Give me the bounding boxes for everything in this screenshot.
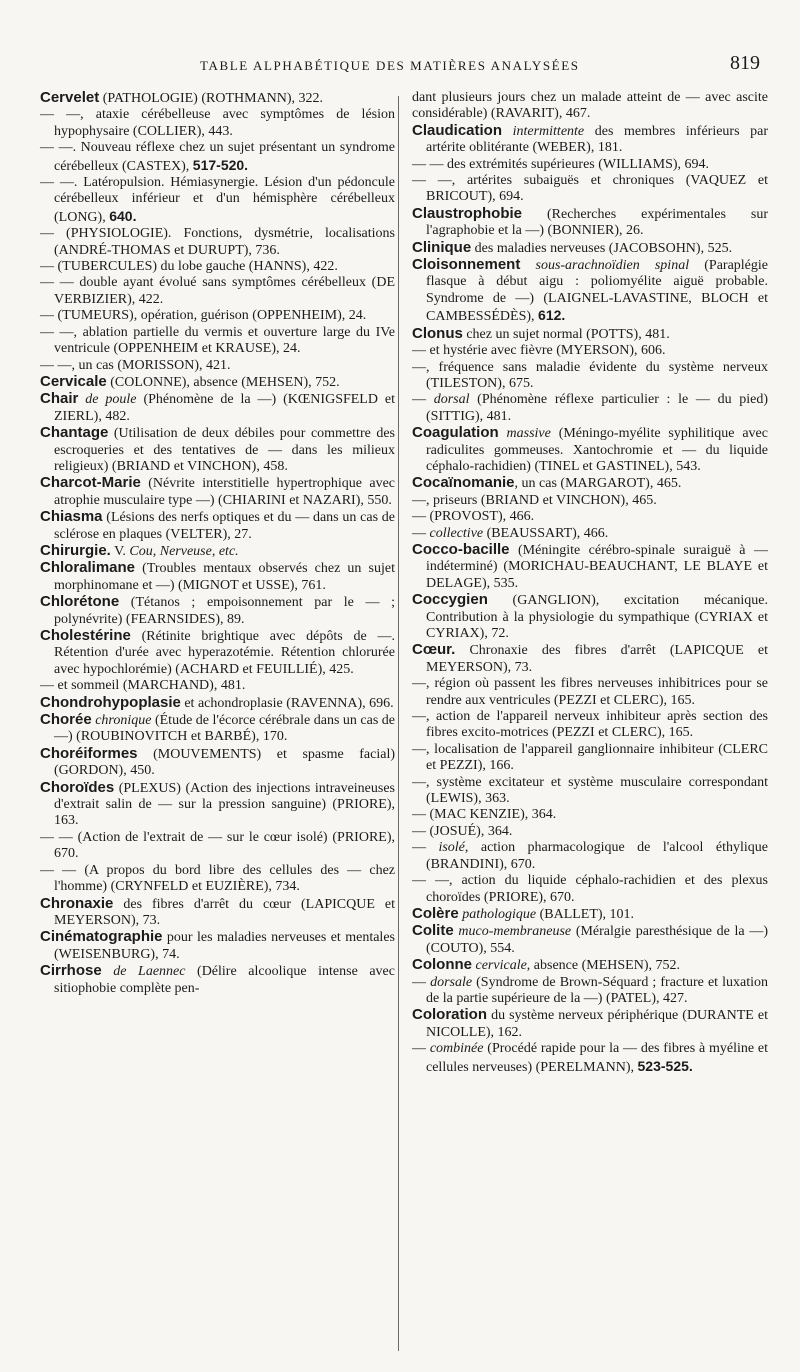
entry-headword: Chlorétone <box>40 593 120 611</box>
entry-italic: isolé <box>438 840 465 856</box>
entry-headword: Cocaïnomanie <box>412 474 515 492</box>
index-entry <box>412 157 768 173</box>
entry-text: — (TUBERCULES) du lobe gauche (HANNS), 422. <box>40 259 338 275</box>
entry-text: —, action de l'appareil nerveux inhibiteur après section des fibres excito-motrices (PEZZI et CLERC), 165. <box>412 709 768 741</box>
entry-text: V. <box>110 543 130 559</box>
entry-text: — —, ablation partielle du vermis et ouverture large du IVe ventricule (OPPENHEIM et KRAUSE), 24. <box>40 324 395 357</box>
entry-text: (Phénomène de la —) (KŒNIGSFELD et ZIERL), 482. <box>54 392 395 424</box>
entry-text: (Étude de l'écorce cérébrale dans un cas de —) (ROUBINOVITCH et BARBÉ), 170. <box>54 713 396 745</box>
entry-headword: Choroïdes <box>40 778 115 796</box>
entry-headword: Choréiformes <box>40 744 138 762</box>
index-entry <box>40 107 395 140</box>
entry-italic: massive <box>498 426 551 442</box>
index-entry <box>40 308 395 324</box>
entry-text: (BALLET), 101. <box>536 906 635 922</box>
entry-text: (Méralgie paresthésique de la —) (COUTO), 554. <box>426 924 768 956</box>
entry-headword: Claudication <box>412 121 503 139</box>
entry-text: (MOUVEMENTS) et spasme facial) (GORDON), 450. <box>54 746 395 779</box>
entry-italic: pathologique <box>458 906 537 922</box>
entry-text: —, fréquence sans maladie évidente du système nerveux (TILESTON), 675. <box>412 359 768 391</box>
index-entry <box>412 206 768 240</box>
entry-text: , un cas (MARGAROT), 465. <box>514 476 682 492</box>
entry-headword: Cloisonnement <box>412 256 521 274</box>
index-entry <box>412 493 768 509</box>
index-entry <box>412 957 768 974</box>
entry-text: (COLONNE), absence (MEHSEN), 752. <box>106 374 340 390</box>
entry-headword: Charcot-Marie <box>40 474 141 492</box>
index-entry <box>40 358 395 374</box>
index-entry <box>412 824 768 840</box>
entry-text: pour les maladies nerveuses et mentales (WEISENBURG), 74. <box>54 930 395 962</box>
index-entry <box>412 360 768 393</box>
entry-headword: Cirrhose <box>40 962 102 980</box>
entry-text: (Méningite cérébro-spinale suraiguë à — indéterminé) (MORICHAU-BEAUCHANT, LE BLAYE et DELAGE), 535. <box>426 542 768 591</box>
entry-italic: dorsale <box>430 974 473 990</box>
index-entry <box>40 543 395 560</box>
entry-headword: Chiasma <box>40 508 103 526</box>
entry-text: — <box>412 525 430 541</box>
index-entry <box>40 140 395 175</box>
index-entry <box>412 392 768 425</box>
entry-headword: Chantage <box>40 424 109 442</box>
entry-headword: Clonus <box>412 324 463 342</box>
entry-headword: Chondrohypoplasie <box>40 693 181 711</box>
entry-text: —, priseurs (BRIAND et VINCHON), 465. <box>412 492 657 508</box>
entry-page-bold: 640. <box>109 207 137 224</box>
index-entry <box>412 923 768 957</box>
entry-text: (Recherches expérimentales sur l'agraphobie et la —) (BONNIER), 26. <box>426 206 768 239</box>
entry-text: (Phénomène réflexe particulier : le — du pied) (SITTIG), 481. <box>426 392 769 424</box>
entry-text: (Tétanos ; empoisonnement par le — ; polynévrite) (FEARNSIDES), 89. <box>54 595 395 627</box>
entry-text: (Lésions des nerfs optiques et du — dans un cas de sclérose en plaques (VELTER), 27. <box>54 510 395 542</box>
entry-text: — —, un cas (MORISSON), 421. <box>40 357 231 373</box>
index-entry <box>40 374 395 391</box>
entry-text: Chronaxie des fibres d'arrêt (LAPICQUE et MEYERSON), 73. <box>426 643 768 675</box>
entry-page-bold: 517-520. <box>192 156 249 173</box>
entry-text: — et hystérie avec fièvre (MYERSON), 606. <box>412 343 666 359</box>
entry-text: — —. Nouveau réflexe chez un sujet présentant un syndrome cérébelleux (CASTEX), <box>40 140 395 174</box>
entry-text: (Névrite interstitielle hypertrophique avec atrophie musculaire type —) (CHIARINI et NAZARI), 550. <box>54 476 395 508</box>
index-entry <box>40 963 395 997</box>
entry-text: et achondroplasie (RAVENNA), 696. <box>180 695 394 711</box>
index-entry <box>40 712 395 746</box>
index-entry <box>40 863 395 896</box>
entry-italic: sous-arachnoïdien spinal <box>520 258 690 274</box>
entry-headword: Clinique <box>412 238 472 256</box>
entry-text: , absence (MEHSEN), 752. <box>526 958 680 974</box>
entry-text: —, localisation de l'appareil ganglionnaire inhibiteur (CLERC et PEZZI), 166. <box>412 741 768 774</box>
index-entry <box>412 509 768 525</box>
index-entry <box>412 1041 768 1076</box>
running-title: TABLE ALPHABÉTIQUE DES MATIÈRES ANALYSÉES <box>200 58 580 73</box>
index-entry <box>412 425 768 475</box>
entry-page-bold: 612. <box>538 307 566 324</box>
entry-italic: dorsal <box>433 392 470 408</box>
entry-headword: Cocco-bacille <box>412 540 510 558</box>
entry-headword: Colonne <box>412 956 472 974</box>
entry-text: des fibres d'arrêt du cœur (LAPICQUE et MEYERSON), 73. <box>54 896 395 928</box>
index-entry <box>412 742 768 775</box>
entry-italic: Cou, Nerveuse, etc. <box>129 543 239 559</box>
entry-headword: Chair <box>40 390 79 408</box>
entry-headword: Coagulation <box>412 424 499 442</box>
entry-italic: cervicale <box>472 958 527 974</box>
index-entry <box>40 259 395 275</box>
index-entry <box>40 678 395 694</box>
index-entry <box>412 592 768 642</box>
entry-text: — —, artérites subaiguës et chroniques (VAQUEZ et BRICOUT), 694. <box>412 173 768 205</box>
index-entry <box>40 275 395 308</box>
entry-headword: Chloralimane <box>40 559 136 577</box>
entry-text: —, système excitateur et système musculaire correspondant (LEWIS), 363. <box>412 774 768 807</box>
entry-text: — <box>412 840 439 856</box>
entry-italic: collective <box>429 525 484 541</box>
entry-text: (PLEXUS) (Action des injections intraveineuses d'extrait salin de — sur la pression sanguine) (PRIORE), 163. <box>54 780 395 829</box>
entry-text: — (PHYSIOLOGIE). Fonctions, dysmétrie, localisations (ANDRÉ-THOMAS et DURUPT), 736. <box>40 226 395 258</box>
index-entry <box>412 526 768 542</box>
index-entry <box>40 391 395 425</box>
entry-text: (GANGLION), excitation mécanique. Contribution à la physiologie du sympathique (CYRIAX et CYRIAX), 72. <box>426 593 768 641</box>
entry-text: — (MAC KENZIE), 364. <box>412 807 557 823</box>
entry-headword: Chirurgie. <box>40 541 111 559</box>
index-entry <box>40 594 395 628</box>
entry-italic: muco-membraneuse <box>453 924 572 940</box>
entry-text: — —, ataxie cérébelleuse avec symptômes de lésion hypophysaire (COLLIER), 443. <box>40 107 395 139</box>
entry-text: — <box>412 974 431 990</box>
index-entry <box>412 123 768 157</box>
index-entry <box>412 475 768 492</box>
index-entry <box>40 628 395 678</box>
entry-headword: Claustrophobie <box>412 204 523 222</box>
entry-italic: combinée <box>429 1041 484 1057</box>
entry-text: (Troubles mentaux observés chez un sujet morphinomane et —) (MIGNOT et USSE), 761. <box>54 561 395 593</box>
entry-italic: chronique <box>91 713 152 729</box>
index-entry <box>412 542 768 592</box>
entry-page-bold: 523-525. <box>637 1057 693 1074</box>
entry-text: — (JOSUÉ), 364. <box>412 823 513 839</box>
entry-text: (Rétinite brightique avec dépôts de —. Rétention d'urée avec hyperazotémie. Rétention chlorurée avec hypochlorémie) (ACHARD et FEUILLIÉ), 425. <box>54 629 395 677</box>
index-entry <box>40 175 395 226</box>
entry-text: (BEAUSSART), 466. <box>483 525 609 541</box>
entry-headword: Cinématographie <box>40 928 163 946</box>
entry-italic: intermittente <box>502 123 585 139</box>
entry-text: (Utilisation de deux débiles pour commettre des escroqueries et des tentatives de — dans les milieux religieux) (BRIAND et VINCHON), 458. <box>54 426 395 474</box>
entry-text: — (PROVOST), 466. <box>412 509 535 525</box>
entry-headword: Coccygien <box>412 591 488 609</box>
left-column <box>40 90 395 997</box>
index-entry <box>412 873 768 906</box>
page-number: 819 <box>730 52 760 74</box>
entry-headword: Chorée <box>40 711 92 729</box>
entry-headword: Cervicale <box>40 372 107 390</box>
index-entry <box>412 240 768 257</box>
entry-text: (Syndrome de Brown-Séquard ; fracture et luxation de la partie supérieure de la —) (PATEL), 427. <box>426 974 768 1006</box>
entry-headword: Chronaxie <box>40 894 114 912</box>
index-entry <box>412 676 768 709</box>
index-entry <box>412 326 768 343</box>
index-entry <box>412 775 768 808</box>
entry-text: —, région où passent les fibres nerveuses inhibitrices pour se rendre aux ventricules (PEZZI et CLERC), 165. <box>412 676 768 708</box>
index-entry <box>40 325 395 358</box>
index-entry <box>40 560 395 594</box>
index-entry <box>40 830 395 863</box>
index-entry <box>40 746 395 780</box>
entry-text: des membres inférieurs par artérite oblitérante (WEBER), 181. <box>426 123 769 156</box>
index-entry <box>412 1007 768 1041</box>
entry-headword: Colère <box>412 904 459 922</box>
entry-text: — — (Action de l'extrait de — sur le cœur isolé) (PRIORE), 670. <box>40 829 395 862</box>
entry-text: des maladies nerveuses (JACOBSOHN), 525. <box>471 240 733 256</box>
right-column <box>412 90 768 1076</box>
entry-text: — et sommeil (MARCHAND), 481. <box>40 678 246 694</box>
index-entry <box>412 840 768 873</box>
entry-headword: Cervelet <box>40 89 100 106</box>
index-entry <box>40 475 395 509</box>
index-entry <box>412 975 768 1008</box>
entry-text: — <box>412 1041 430 1057</box>
entry-text: — — des extrémités supérieures (WILLIAMS), 694. <box>412 156 710 172</box>
entry-text: — —. Latéropulsion. Hémiasynergie. Lésion d'un pédoncule cérébelleux inférieur et d'un hémisphère cérébelleux (LONG), <box>40 175 395 225</box>
entry-italic: de Laennec <box>101 964 186 980</box>
index-entry <box>412 642 768 676</box>
index-entry <box>40 226 395 259</box>
index-entry <box>40 425 395 475</box>
entry-text: dant plusieurs jours chez un malade atteint de — avec ascite considérable) (RAVARIT), 467. <box>412 90 768 122</box>
index-entry <box>412 807 768 823</box>
entry-text: (Délire alcoolique intense avec sitiophobie complète pen- <box>54 964 395 996</box>
index-entry <box>40 695 395 712</box>
entry-italic: de poule <box>78 392 137 408</box>
entry-text: — — (A propos du bord libre des cellules des — chez l'homme) (CRYNFELD et EUZIÈRE), 734. <box>40 862 395 895</box>
index-entry <box>412 343 768 359</box>
entry-text: , action pharmacologique de l'alcool éthylique (BRANDINI), 670. <box>426 840 768 872</box>
column-divider <box>398 96 399 1351</box>
index-entry <box>412 906 768 923</box>
entry-text: (PATHOLOGIE) (ROTHMANN), 322. <box>99 91 324 106</box>
entry-headword: Colite <box>412 922 454 940</box>
index-entry <box>412 257 768 326</box>
index-entry <box>40 929 395 963</box>
entry-text: — — double ayant évolué sans symptômes cérébelleux (DE VERBIZIER), 422. <box>40 275 395 307</box>
index-entry <box>412 173 768 206</box>
entry-text: chez un sujet normal (POTTS), 481. <box>462 326 670 342</box>
page-header <box>40 52 760 82</box>
entry-text: (Méningo-myélite syphilitique avec radiculites gommeuses. Xantochromie et — du liquide céphalo-rachidien) (TINEL et GASTINEL), 543. <box>426 426 768 474</box>
index-entry <box>40 780 395 830</box>
entry-text: — <box>412 392 434 408</box>
entry-text: — (TUMEURS), opération, guérison (OPPENHEIM), 24. <box>40 308 367 324</box>
index-entry <box>40 509 395 543</box>
index-entry <box>40 90 395 107</box>
entry-text: du système nerveux périphérique (DURANTE et NICOLLE), 162. <box>426 1008 768 1040</box>
index-entry <box>40 896 395 930</box>
entry-text: — —, action du liquide céphalo-rachidien et des plexus choroïdes (PRIORE), 670. <box>412 873 768 905</box>
entry-headword: Coloration <box>412 1006 487 1024</box>
entry-text: (Paraplégie flasque à début aigu : poliomyélite aiguë probable. Syndrome de —) (LAIGNEL-LAVASTINE, BLOCH et CAMBESSÉDÈS), <box>426 258 768 325</box>
entry-headword: Cholestérine <box>40 627 131 644</box>
index-entry <box>412 709 768 742</box>
index-entry <box>412 90 768 123</box>
entry-headword: Cœur. <box>412 641 456 659</box>
entry-text: (Procédé rapide pour la — des fibres à myéline et cellules nerveuses) (PERELMANN), <box>426 1041 769 1075</box>
